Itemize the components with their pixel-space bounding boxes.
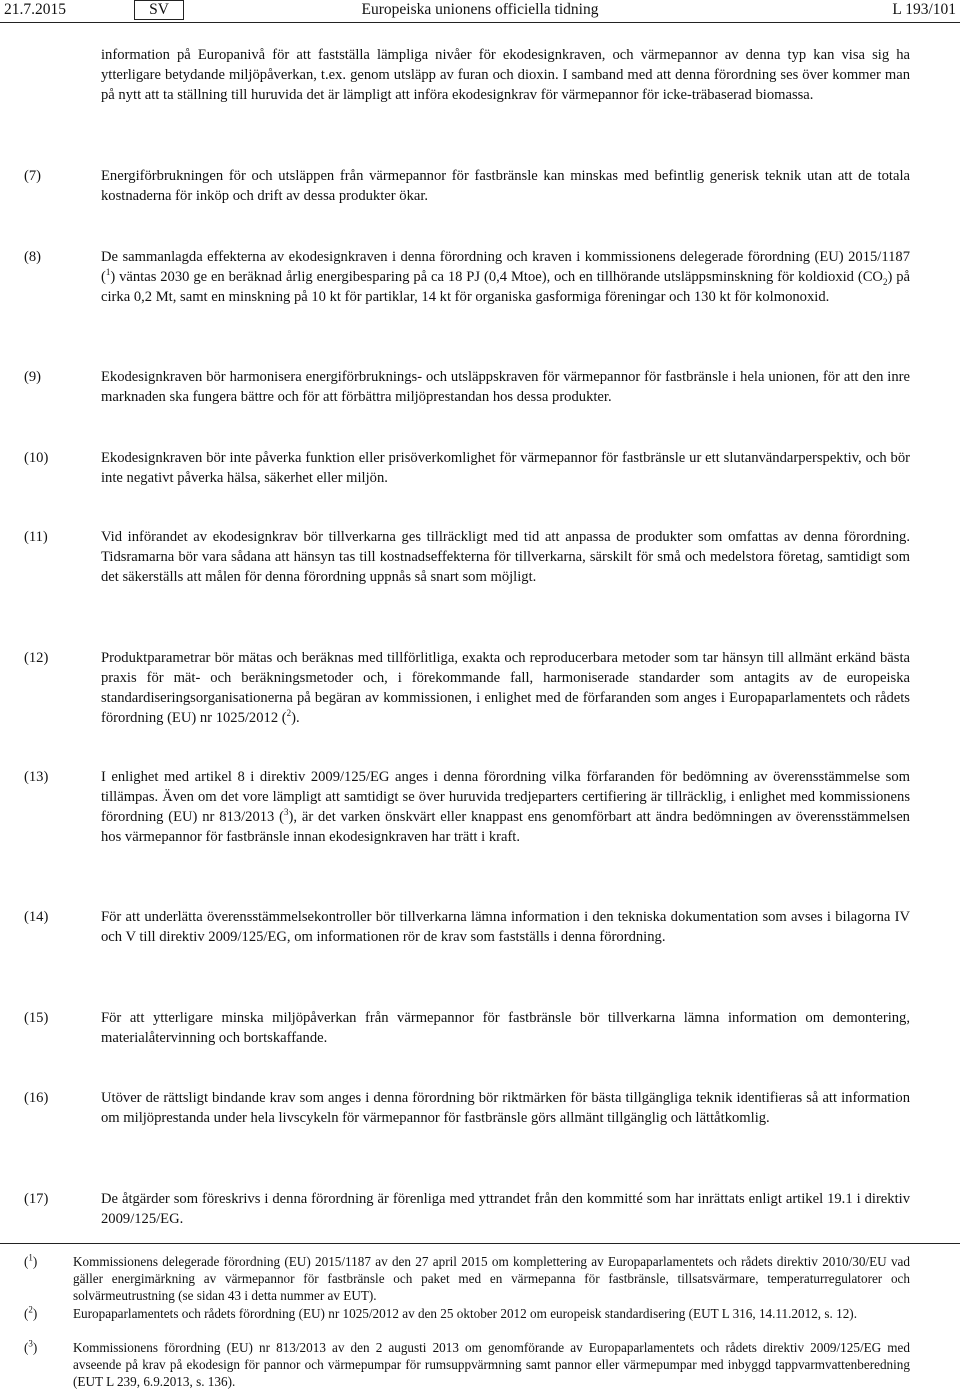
recital-17 <box>0 1189 960 1229</box>
recital-text: De åtgärder som föreskrivs i denna förordning är förenliga med yttrandet från den kommitté som har inrättats enligt artikel 19.1 i direktiv 2009/125/EG. <box>101 1191 910 1227</box>
footnotes-divider <box>0 1243 960 1244</box>
language-badge: SV <box>134 0 184 20</box>
publication-date: 21.7.2015 <box>4 1 66 18</box>
footnote-number-value: 3 <box>28 1338 33 1349</box>
footnote-ref: 3 <box>284 807 289 818</box>
recital-text-part: ) väntas 2030 ge en beräknad årlig energibesparing på ca 18 PJ (0,4 Mtoe), och en tillhörande utsläppsminskning för koldioxid (CO <box>110 269 883 285</box>
recital-number: (8) <box>24 249 42 265</box>
footnote-text: Kommissionens förordning (EU) nr 813/2013 av den 2 augusti 2013 om genomförande av Europaparlamentets och rådets direktiv 2009/125/EG med avseende på krav på ekodesign för pannor och värmepumpar för rumsuppvärmning samt pannor eller värmepumpar med inbyggd tappvarmvattenberedning (EUT L 239, 6.9.2013, s. 136). <box>73 1340 910 1389</box>
footnote-text: Kommissionens delegerade förordning (EU) 2015/1187 av den 27 april 2015 om komplettering av Europaparlamentets och rådets direktiv 2010/30/EU vad gäller energimärkning av värmepannor för fastbränsle och paket med en värmepanna för fastbränsle, tillsatsvärmare, temperaturregulatorer och solvärmeutrustning (se sidan 43 i detta nummer av EUT). <box>73 1254 910 1303</box>
footnote-number-value: 2 <box>28 1304 33 1315</box>
footnote-number: ($^3$) <box>24 1338 38 1355</box>
recital-text-part: De sammanlagda effekterna av ekodesignkraven i denna förordning och kraven i kommissionens delegerade förordning (EU) 2015/1187 ( <box>101 249 910 285</box>
footnote-ref: 2 <box>286 708 292 719</box>
recital-text <box>101 247 910 307</box>
recital-14 <box>0 907 960 947</box>
recital-text <box>101 648 910 728</box>
page-reference: L 193/101 <box>892 1 956 18</box>
recital-number: (11) <box>24 529 48 545</box>
recital-text <box>101 767 910 847</box>
recital-number: (17) <box>24 1191 49 1207</box>
recital-13 <box>0 767 960 847</box>
footnote-text: Europaparlamentets och rådets förordning (EU) nr 1025/2012 av den 25 oktober 2012 om europeisk standardisering (EUT L 316, 14.11.2012, s. 12). <box>73 1306 857 1321</box>
footnote-1 <box>0 1253 960 1304</box>
recital-8 <box>0 247 960 307</box>
recital-text-part: ). <box>291 710 300 726</box>
recital-number: (12) <box>24 650 49 666</box>
recital-10 <box>0 448 960 488</box>
recital-text: Vid införandet av ekodesignkrav bör tillverkarna ges tillräckligt med tid att anpassa de produkter som omfattas av denna förordning. Tidsramarna bör vara sådana att hänsyn tas till kostnadseffekterna för tillverkarna, särskilt för små och medelstora företag, samtidigt som det säkerställs att målen för denna förordning uppnås så snart som möjligt. <box>101 529 910 585</box>
recital-9 <box>0 367 960 407</box>
recital-text: För att underlätta överensstämmelsekontroller bör tillverkarna lämna information i den tekniska dokumentation som avses i bilagorna IV och V till direktiv 2009/125/EG, om informationen rör de krav som fastställs i denna förordning. <box>101 909 910 945</box>
recital-7 <box>0 166 960 206</box>
page-header <box>0 0 960 23</box>
recital-number: (16) <box>24 1090 49 1106</box>
recital-text-part: I enlighet med artikel 8 i direktiv 2009/125/EG anges i denna förordning vilka förfaranden för bedömning av överensstämmelse som tillämpas. Även om det vore lämpligt att samtidigt se över huruvida tredjeparters certifiering är tillräcklig, i enlighet med kommissionens förordning (EU) nr 813/2013 ( <box>101 769 910 825</box>
subscript: 2 <box>882 276 888 287</box>
recital-text: Ekodesignkraven bör inte påverka funktion eller prisöverkomlighet för värmepannor för fastbränsle ur ett slutanvändarperspektiv, och bör inte negativt påverka hälsa, säkerhet eller miljön. <box>101 450 910 486</box>
recital-text-part: ), är det varken önskvärt eller knappast ens genomförbart att ändra bedömningen av överensstämmelsen hos värmepannor för fastbränsle innan ekodesignkraven har trätt i kraft. <box>101 809 910 845</box>
recital-number: (14) <box>24 909 49 925</box>
recital-11 <box>0 527 960 587</box>
recital-number: (9) <box>24 369 42 385</box>
footnote-number-value: 1 <box>28 1252 33 1263</box>
footnote-ref: 1 <box>105 267 111 278</box>
recital-number: (7) <box>24 168 42 184</box>
recital-number: (15) <box>24 1010 49 1026</box>
recital-number: (13) <box>24 769 49 785</box>
recital-12 <box>0 648 960 728</box>
recital-text: Energiförbrukningen för och utsläppen från värmepannor för fastbränsle kan minskas med befintlig generisk teknik utan att de totala kostnaderna för inköp och drift av dessa produkter ökar. <box>101 168 910 204</box>
footnote-3 <box>0 1339 960 1390</box>
recital-text: För att ytterligare minska miljöpåverkan från värmepannor för fastbränsle bör tillverkarna lämna information om demontering, materialåtervinning och bortskaffande. <box>101 1010 910 1046</box>
journal-title: Europeiska unionens officiella tidning <box>361 1 599 18</box>
recital-16 <box>0 1088 960 1128</box>
footnote-2 <box>0 1305 960 1322</box>
recital-text: Utöver de rättsligt bindande krav som anges i denna förordning bör riktmärken för bästa tillgängliga teknik identifieras så att information om miljöprestanda under hela livscykeln för värmepannor för fastbränsle görs allmänt tillgänglig och lättåtkomlig. <box>101 1090 910 1126</box>
footnote-number: ($^2$) <box>24 1304 38 1321</box>
recital-text-part: Produktparametrar bör mätas och beräknas med tillförlitliga, exakta och reproducerbara metoder som tar hänsyn till allmänt erkänd bästa praxis för mät- och beräkningsmetoder och, i förekommande fall, harmoniserade standarder som antagits av de europeiska standardiseringsorganisationerna på begäran av kommissionen, i enlighet med de förfaranden som anges i Europaparlamentets och rådets förordning (EU) nr 1025/2012 ( <box>101 650 910 726</box>
intro-paragraph: information på Europanivå för att fastställa lämpliga nivåer för ekodesignkraven, och värmepannor av denna typ kan visa sig ha ytterligare betydande miljöpåverkan, t.ex. genom utsläpp av furan och dioxin. I samband med att denna förordning ses över kommer man på nytt att ta ställning till huruvida det är lämpligt att införa ekodesignkrav för värmepannor för icke-träbaserad biomassa. <box>101 47 910 103</box>
recital-text: Ekodesignkraven bör harmonisera energiförbruknings- och utsläppskraven för värmepannor för fastbränsle i hela unionen, för att den inre marknaden ska fungera bättre och för att förbättra miljöprestandan hos dessa produkter. <box>101 369 910 405</box>
recital-text-part: ) på cirka 0,2 Mt, samt en minskning på 10 kt för partiklar, 14 kt för organiska gasformiga föreningar och 130 kt för kolmonoxid. <box>101 269 910 305</box>
footnote-number: ($^1$) <box>24 1252 38 1269</box>
recital-number: (10) <box>24 450 49 466</box>
recital-15 <box>0 1008 960 1048</box>
